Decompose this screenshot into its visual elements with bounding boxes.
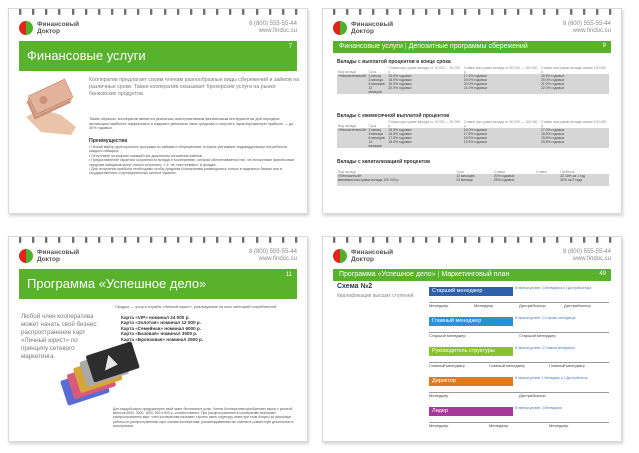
ring (478, 8, 480, 15)
ring (282, 236, 284, 243)
column-header: Ставка при сумме вклада свыше 100 000 р. (540, 120, 607, 128)
ring (372, 236, 374, 243)
table-cell: 1 месяц 3 месяца 6 месяцев 12 месяцев (367, 128, 387, 148)
table-cell: 1 месяц 3 месяца 6 месяцев 12 месяцев (367, 74, 387, 94)
logo-icon (333, 21, 347, 35)
ring (72, 236, 74, 243)
ring (150, 236, 152, 243)
rates-table (337, 65, 609, 94)
column-header: Ставка при сумме вклада от 50 000 — 100 000 р. (463, 66, 538, 74)
logo-icon (333, 249, 347, 263)
table-cell (535, 174, 559, 186)
level-bar: Лидер (429, 407, 513, 416)
ring (543, 236, 545, 243)
column-header: Срок (368, 124, 377, 128)
table-row (337, 74, 609, 94)
rates-table (337, 119, 609, 148)
intro-text: Кооператив предлагает своим членам разнообразные виды сбережений и займов на различные сроки. Также кооператив оказывает брокерские услуги на рынке банковских продуктов. (89, 77, 300, 97)
level-bar: Главный менеджер (429, 317, 513, 326)
column-header: Вид вклада (338, 124, 357, 128)
page-success-program (8, 236, 308, 442)
column-header: Вид вклада (338, 70, 357, 74)
level-bar: Директор (429, 377, 513, 386)
section-heading: Вклады с ежемесячной выплатой процентов (337, 113, 450, 119)
ring (32, 8, 34, 15)
ring (464, 236, 466, 243)
intro-text: Любой член кооператива может начать свой бизнес: распространение карт «Личный юрист» по принципу сетевого маркетинга. (21, 313, 99, 360)
ring (137, 8, 139, 15)
page-title: Финансовые услуги (27, 48, 146, 63)
table-cell: 16.0% годовых 17.5% годовых 18.5% годовых 19.5% годовых (463, 128, 540, 148)
ring (45, 8, 47, 15)
ring (164, 236, 166, 243)
ring (229, 236, 231, 243)
ring (543, 8, 545, 15)
sub-position: Старший менеджер (429, 332, 519, 338)
list-item: Карта «Базовая» номинал 3500 р. (121, 331, 198, 337)
column-header: Ставка (535, 170, 547, 174)
page-header (333, 21, 611, 39)
ring (464, 8, 466, 15)
ring (425, 236, 427, 243)
sub-position: Менеджер (429, 392, 519, 398)
page-header (333, 249, 611, 267)
spiral-binding (19, 236, 297, 245)
ring (58, 236, 60, 243)
page-header (19, 249, 297, 267)
ring (98, 236, 100, 243)
ring (333, 8, 335, 15)
sub-position: Менеджер (549, 422, 609, 428)
page-financial-services (8, 8, 308, 214)
sub-position: Старший менеджер (519, 332, 609, 338)
ring (333, 236, 335, 243)
page-header (19, 21, 297, 39)
ring (478, 236, 480, 243)
list-item: Карта «VIP» номинал 24 000 р. (121, 315, 190, 320)
ring (399, 8, 401, 15)
ring (269, 8, 271, 15)
ring (164, 8, 166, 15)
ring (19, 8, 21, 15)
section-heading: Вклады с выплатой процентов в конце срока (337, 59, 451, 65)
table-cell: 17.5% годовых 19.0% годовых 20.0% годовых 21.0% годовых (463, 74, 540, 94)
ring (372, 8, 374, 15)
advantages-heading: Преимущества (89, 138, 128, 144)
ring (32, 236, 34, 243)
list-item: Карта «Семейная» номинал 6000 р. (121, 325, 202, 331)
column-header: Ставка при сумме вклада от 10 000 — 50 000 р. (388, 120, 461, 128)
table-cell: 17.0% годовых 18.5% годовых 19.5% годовых 20.5% годовых (540, 128, 609, 148)
page-number: 9 (602, 43, 606, 49)
ring (359, 236, 361, 243)
level-note: В первом уровне: 1 Менеджер и 1 Дистрибьютор (515, 376, 588, 380)
spiral-binding (333, 8, 611, 17)
logo-line2: Доктор (37, 28, 60, 35)
ring (412, 236, 414, 243)
column-header: Срок (456, 170, 465, 174)
ring (256, 236, 258, 243)
ring (517, 236, 519, 243)
ring (85, 8, 87, 15)
ring (530, 236, 532, 243)
list-item: • Отсутствие штрафных санкций при досрочном погашении займов. (89, 153, 203, 158)
ring (570, 8, 572, 15)
ring (45, 236, 47, 243)
list-item: • Четкий выбор долгосрочных программ по займам и сбережениям, которые учитывают индивидуальные потребности каждого пайщика. (89, 145, 288, 154)
rates-table (337, 165, 609, 186)
phone: 8 (800) 555-55-44 (248, 249, 297, 255)
ring (19, 236, 21, 243)
list-item: Карта «Бронзовая» номинал 2500 р. (121, 336, 204, 342)
page-marketing-plan (322, 236, 622, 442)
ring (203, 236, 205, 243)
ring (451, 8, 453, 15)
ring (517, 8, 519, 15)
ring (124, 8, 126, 15)
page-number: 7 (288, 44, 292, 50)
page-number: 49 (599, 271, 606, 277)
ring (111, 236, 113, 243)
logo-line1: Финансовый (37, 249, 80, 256)
ring (269, 236, 271, 243)
ring (570, 236, 572, 243)
ring (556, 236, 558, 243)
logo-line1: Финансовый (351, 249, 394, 256)
page-title: Программа «Успешное дело» | Маркетинговый план (339, 271, 510, 278)
body-paragraph: Таким образом, кооператив является реальным альтернативным финансовым инструментом для передачи желающим наиболее эффективно и надежно увеличить свои средства и получить гарантированную прибыль — до 30% годовых. (89, 117, 294, 131)
sub-position: Главный менеджер (489, 362, 549, 368)
deposit-section (337, 113, 609, 148)
cards-image (55, 337, 155, 407)
phone: 8 (800) 555-55-44 (562, 21, 611, 27)
site-url: www.findoc.su (258, 256, 297, 262)
ring (229, 8, 231, 15)
column-header: Ставка при сумме вклада от 50 000 — 100 000 р. (463, 120, 538, 128)
logo-line1: Финансовый (351, 21, 394, 28)
ring (504, 8, 506, 15)
table-cell: «Пенсионный» минимальная сумма вклада 100 000 р. (337, 174, 455, 186)
ring (346, 236, 348, 243)
ring (150, 8, 152, 15)
sub-position: Главный менеджер (429, 362, 489, 368)
table-cell: 20% годовых 25% годовых (493, 174, 535, 186)
table-cell: 16.5% годовых 18.0% годовых 19.0% годовых 20.0% годовых (387, 74, 462, 94)
ring (282, 8, 284, 15)
logo-line2: Доктор (37, 256, 60, 263)
ring (609, 236, 611, 243)
logo (19, 249, 79, 263)
ring (386, 8, 388, 15)
ring (438, 8, 440, 15)
deposit-section (337, 59, 609, 94)
sub-position: Дистрибьютор (519, 302, 564, 308)
ring (556, 8, 558, 15)
column-header: Ставка при сумме вклада от 10 000 — 50 000 р. (388, 66, 461, 74)
ring (504, 236, 506, 243)
table-row (337, 174, 609, 186)
ring (216, 8, 218, 15)
table-cell: 15.0% годовых 16.5% годовых 17.5% годовых 18.5% годовых (387, 128, 462, 148)
ring (190, 236, 192, 243)
logo-icon (19, 21, 33, 35)
sub-position: Менеджер (489, 422, 549, 428)
ring (216, 236, 218, 243)
ring (177, 236, 179, 243)
logo (333, 249, 393, 263)
ring (583, 8, 585, 15)
ring (256, 8, 258, 15)
section-heading: Вклады с капитализацией процентов (337, 159, 431, 165)
page-title: Программа «Успешное дело» (27, 276, 207, 291)
phone: 8 (800) 555-55-44 (562, 249, 611, 255)
logo (19, 21, 79, 35)
ring (609, 8, 611, 15)
ring (203, 8, 205, 15)
column-header: Прибыль (560, 170, 575, 174)
page-number: 11 (285, 272, 292, 278)
table-cell: 12 месяцев 24 месяца (455, 174, 492, 186)
ring (72, 8, 74, 15)
list-item: • Предоставление гарантии сохранности вклада в Кооперативе, которая обеспечивается тем, что вложенные финансовые средства пайщиков могут только истратить, т. е. не «застревают» в фондах. (89, 158, 295, 167)
ring (137, 236, 139, 243)
page-deposit-programs (322, 8, 622, 214)
ring (242, 236, 244, 243)
title-banner (333, 41, 611, 53)
logo-line2: Доктор (351, 256, 374, 263)
page-title: Финансовые услуги | Депозитные программы сбережений (339, 43, 528, 50)
level-note: В первом уровне: 2 Старших менеджера (515, 316, 576, 320)
site-url: www.findoc.su (572, 256, 611, 262)
table-cell: 18.5% годовых 20.0% годовых 21.0% годовых 22.0% годовых (540, 74, 609, 94)
product-text: Продукт — услуги службы «Личный юрист», реализуемые на пять категорий потребителей: (115, 305, 277, 309)
ring (242, 8, 244, 15)
level-bar: Старший менеджер (429, 287, 513, 296)
ring (399, 236, 401, 243)
logo-line1: Финансовый (37, 21, 80, 28)
table-cell: 22.18% за 1 год 30% за 2 года (559, 174, 609, 186)
scheme-title: Схема №2 (337, 283, 373, 290)
ring (596, 236, 598, 243)
ring (295, 8, 297, 15)
ring (491, 8, 493, 15)
money-in-hand-image (21, 77, 81, 137)
ring (359, 8, 361, 15)
logo-line2: Доктор (351, 28, 374, 35)
sub-position: Менеджер (474, 302, 519, 308)
site-url: www.findoc.su (572, 28, 611, 34)
column-header: Срок (368, 70, 377, 74)
site-url: www.findoc.su (258, 28, 297, 34)
deposit-section (337, 159, 609, 186)
table-cell: «Накопительный» (337, 128, 367, 148)
scheme-description: Квалификация высших ступеней. (337, 293, 415, 299)
spiral-binding (19, 8, 297, 17)
level-note: В первом уровне: 3 Менеджера и 3 Дистрибьютора (515, 286, 592, 290)
table-row (337, 128, 609, 148)
title-banner (19, 41, 297, 71)
column-header: Ставка (493, 170, 505, 174)
level-note: В первом уровне: 3 Главных менеджера (515, 346, 575, 350)
ring (190, 8, 192, 15)
ring (386, 236, 388, 243)
ring (425, 8, 427, 15)
ring (491, 236, 493, 243)
ring (530, 8, 532, 15)
sub-position: Менеджер (429, 302, 474, 308)
sub-position: Дистрибьютор (519, 392, 609, 398)
sub-position: Главный менеджер (549, 362, 609, 368)
table-cell: «Накопительный» (337, 74, 367, 94)
ring (85, 236, 87, 243)
phone: 8 (800) 555-55-44 (248, 21, 297, 27)
ring (596, 8, 598, 15)
ring (295, 236, 297, 243)
ring (124, 236, 126, 243)
ring (451, 236, 453, 243)
ring (346, 8, 348, 15)
column-header: Ставка при сумме вклада свыше 100 000 р. (540, 66, 607, 74)
ring (98, 8, 100, 15)
list-item: • Для получения прибыли необходимо чтобы средства Кооператива размещались только в надежных банках или в государственных и муниципальных ценных бумагах. (89, 167, 282, 176)
ring (583, 236, 585, 243)
advantages-list (89, 145, 299, 176)
ring (438, 236, 440, 243)
level-bar: Руководитель структуры (429, 347, 513, 356)
title-banner (19, 269, 297, 299)
list-item: Карта «Золотая» номинал 12 000 р. (121, 320, 201, 326)
ring (58, 8, 60, 15)
title-banner (333, 269, 611, 281)
logo (333, 21, 393, 35)
logo-icon (19, 249, 33, 263)
ring (177, 8, 179, 15)
sub-position: Менеджер (429, 422, 489, 428)
spiral-binding (333, 236, 611, 245)
footer-text: Для каждой карты предусмотрен свой пакет бесплатных услуг. Члены Кооператива приобретают карты с уплатой взносов 6000, 3000, 1500, 500 и 500 р. соответственно. При распространении в кооперативе возникает распространитель карт, член кооператива начинает строить свою структуру, имея при этом бонусы за успешные работы по распространению карт членам кооператива, рекомендованным им членам в совместную деятельность кооператива. (113, 407, 294, 428)
ring (412, 8, 414, 15)
level-note: В первом уровне: 3 Менеджера (515, 406, 562, 410)
column-header: Вид вклада (338, 170, 357, 174)
sub-position: Дистрибьютор (564, 302, 609, 308)
ring (111, 8, 113, 15)
